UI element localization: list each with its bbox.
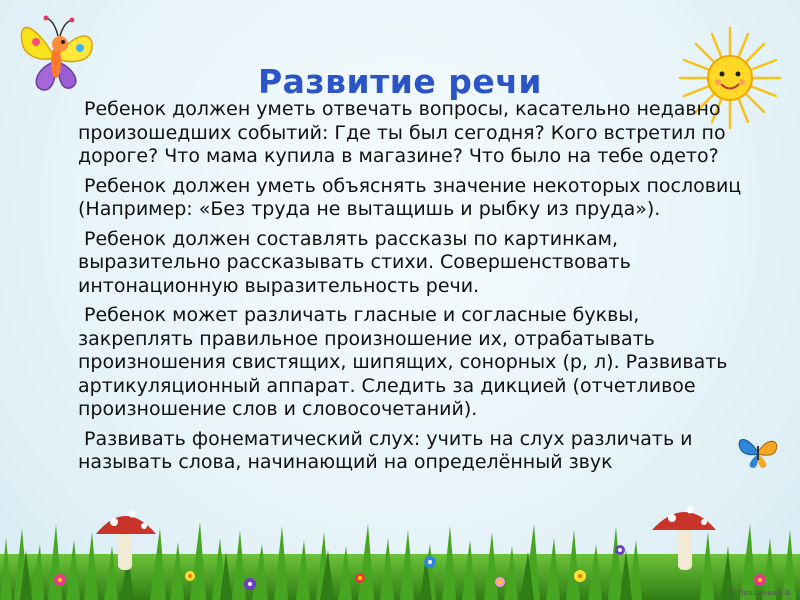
paragraph-proverbs: Ребенок должен уметь объяснять значение некоторых пословиц (Например: «Без труда не вытащишь и рыбку из пруда»). [78,174,742,220]
paragraph-answers: Ребенок должен уметь отвечать вопросы, касательно недавно произошедших событий: Где ты был сегодня? Кого встретил по дороге? Что мама купила в магазине? Что было на тебе одето? [78,98,726,167]
grass-border [0,488,800,600]
credit-text: © Полшкова В.В. [729,589,792,597]
paragraph-phonemic-hearing: Развивать фонематический слух: учить на слух различать и называть слова, начинающий на определённый звук [78,427,693,473]
slide-body [78,98,758,481]
paragraph-letters: Ребенок может различать гласные и согласные буквы, закреплять правильное произношение их, отрабатывать произношения свистящих, шипящих, сонорных (р, л). Развивать артикуляционный аппарат. Следить за дикцией (отчетливое произношение слов и словосочетаний). [78,304,728,420]
slide-title: Развитие речи [257,62,543,102]
paragraph-stories: Ребенок должен составлять рассказы по картинкам, выразительно рассказывать стихи. Совершенствовать интонационную выразительность речи. [78,227,631,297]
